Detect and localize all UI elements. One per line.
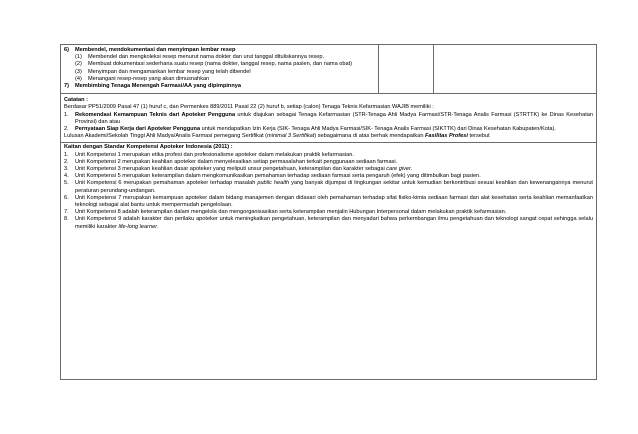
unit-number: 6. <box>64 194 69 201</box>
catatan-item-1 <box>64 112 593 126</box>
document-page <box>60 44 596 380</box>
unit-text <box>75 152 593 159</box>
unit-item <box>64 209 593 216</box>
unit-text-main: Unit Kompetensi 6 merupakan pemahaman apoteker terhadap masalah <box>75 180 258 187</box>
catatan-item-2 <box>64 126 593 133</box>
subitem-3 <box>64 69 375 76</box>
unit-number: 3. <box>64 166 69 173</box>
item-7-number: 7) <box>64 83 69 90</box>
unit-text <box>75 180 593 194</box>
unit-item <box>64 166 593 173</box>
duties-row <box>61 45 597 94</box>
closing-text: Lulusan Akademi/Sekolah Tinggi Ahli Madya/Analis Farmasi pemegang Sertifikat ( <box>64 133 268 140</box>
kaitan-row <box>61 143 597 380</box>
subitem-number: (4) <box>75 75 82 82</box>
subitem-1 <box>64 54 375 61</box>
unit-text-end: yang banyak dijumpai di lingkungan sekitar untuk kemudian berkontribusi sesuai keahlian dan kewenangannya menurut peraturan perundang-undangan. <box>75 180 593 194</box>
closing-italic: minimal 3 Sertifikat <box>267 133 315 140</box>
duties-cell <box>61 45 379 94</box>
catatan-item-number: 1. <box>64 111 69 118</box>
item-6 <box>64 47 375 54</box>
unit-number: 4. <box>64 173 69 180</box>
catatan-row <box>61 94 597 143</box>
unit-text-main: Unit Kompetensi 1 merupakan etika profesi dan profesionalisme apoteker dalam melakukan praktik kefarmasian. <box>75 151 354 158</box>
unit-text-main: Unit Kompetensi 2 merupakan keahlian apoteker dalam menyelesaikan setiap permasalahan terkait penggunaan sediaan farmasi. <box>75 158 398 165</box>
subitem-number: (1) <box>75 54 82 61</box>
unit-item <box>64 216 593 230</box>
unit-item <box>64 195 593 209</box>
empty-cell <box>434 45 597 94</box>
unit-text-main: Unit Kompetensi 8 adalah keterampilan dalam mengelola dan mengorganisasikan serta keterampilan menjalin Hubungan Interpersonal dalam melakukan praktik kefarmasian. <box>75 209 507 216</box>
kaitan-cell <box>61 143 597 380</box>
empty-cell <box>379 45 434 94</box>
catatan-item-number: 2. <box>64 126 69 133</box>
item-6-title: Membendel, mendokumentasi dan menyimpan lembar resep <box>75 47 236 53</box>
item-7-title: Membimbing Tenaga Menengah Farmasi/AA yang dipimpinnya <box>75 83 241 90</box>
unit-text <box>75 173 593 180</box>
unit-text-main: Unit Kompetensi 3 merupakan keahlian dasar apoteker yang meliputi unsur pengetahuan, keterampilan dan karakter sebagai <box>75 166 387 173</box>
catatan-item-text: untuk diajukan sebagai Tenaga Kefarmasian (STR-Tenaga Ahli Madya Farmasi/STR-Tenaga Analis Farmasi (STRTTK) ke Dinas Kesehatan Provinsi) dan atau <box>75 111 593 125</box>
unit-text-main: Unit Kompetensi 5 merupakan keterampilan dalam mengkomunikasikan pemahaman terhadap sediaan farmasi serta pengaruh (efek) yang ditimbulkan bagi pasien. <box>75 173 481 180</box>
fasilitas-profesi-label: Fasilitas Profesi <box>425 133 468 140</box>
kaitan-heading: Kaitan dengan Standar Kompetensi Apoteker Indonesia (2011) : <box>64 144 233 151</box>
unit-number: 7. <box>64 209 69 216</box>
closing-text: tersebut <box>467 133 490 140</box>
item-6-number: 6) <box>64 47 69 53</box>
unit-text-main: Unit Kompetensi 7 merupakan kemampuan apoteker dalam bidang manajemen dengan didasari oleh pemahaman terhadap sifat fisiko-kimia sediaan farmasi dan alat kesehatan serta keahlian memanfaatkan teknologi sebagai alat bantu untuk mempermudah pengelolaan. <box>75 194 593 209</box>
unit-text <box>75 195 593 209</box>
subitem-4 <box>64 76 375 83</box>
unit-number: 2. <box>64 158 69 165</box>
unit-text-emphasis: public health <box>257 180 290 187</box>
unit-number: 1. <box>64 151 69 158</box>
unit-number: 8. <box>64 216 69 223</box>
catatan-item-text: untuk mendapatkan Izin Kerja (SIK- Tenaga Ahli Madya Farmasi/SIK- Tenaga Analis Farmasi (SIKTTK) dari Dinas Kesehatan Kabupaten/Kota). <box>200 126 556 133</box>
closing-text: ) sebagaimana di atas berhak mendapatkan <box>314 133 426 140</box>
unit-text-emphasis: care giver <box>386 166 411 173</box>
unit-item <box>64 159 593 166</box>
unit-text-main: Unit Kompetensi 9 adalah karakter dan perilaku apoteker untuk meningkatkan pengetahuan, keterampilan dan menyadari bahwa perkembangan ilmu pengetahuan dan teknologi sangat cepat sehingga selalu memiliki karakter <box>75 216 593 230</box>
catatan-heading: Catatan : <box>64 97 88 104</box>
unit-item <box>64 180 593 194</box>
unit-text-emphasis: life-long learner <box>118 223 158 230</box>
subitem-text: Menyimpan dan mengamankan lembar resep yang telah dibendel <box>88 68 251 75</box>
unit-text-end: . <box>410 166 413 173</box>
subitem-text: Menangani resep-resep yang akan dimusnahkan <box>88 75 210 82</box>
unit-item <box>64 173 593 180</box>
unit-text <box>75 209 593 216</box>
unit-text <box>75 216 593 230</box>
unit-text <box>75 166 593 173</box>
item-7 <box>64 83 375 90</box>
pernyataan-label: Pernyataan Siap Kerja dari Apoteker Pengguna <box>75 126 201 133</box>
subitem-text: Membendel dan mengkoleksi resep menurut nama dokter dan urut tanggal dituliskannya resep. <box>88 54 325 61</box>
competency-table <box>60 44 597 380</box>
rekomendasi-label: Rekomendasi Kemampuan Teknis dari Apoteker Pengguna <box>75 111 236 118</box>
subitem-number: (2) <box>75 61 82 68</box>
subitem-text: Membuat dokumentasi sederhana suatu resep (nama dokter, tanggal resep, nama pasien, dan nama obat) <box>88 61 353 68</box>
catatan-closing <box>64 133 593 140</box>
catatan-cell <box>61 94 597 143</box>
subitem-number: (3) <box>75 68 82 75</box>
subitem-2 <box>64 61 375 68</box>
unit-text-end: . <box>157 223 159 230</box>
unit-item <box>64 152 593 159</box>
unit-text <box>75 159 593 166</box>
catatan-intro: Berdasar PP51/2009 Pasal 47 (1) huruf c, dan Permenkes 889/2011 Pasal 22 (2) huruf b, setiap (calon) Tenaga Teknis Kefarmasian WAJIB memiliki : <box>64 104 434 111</box>
unit-number: 5. <box>64 180 69 187</box>
